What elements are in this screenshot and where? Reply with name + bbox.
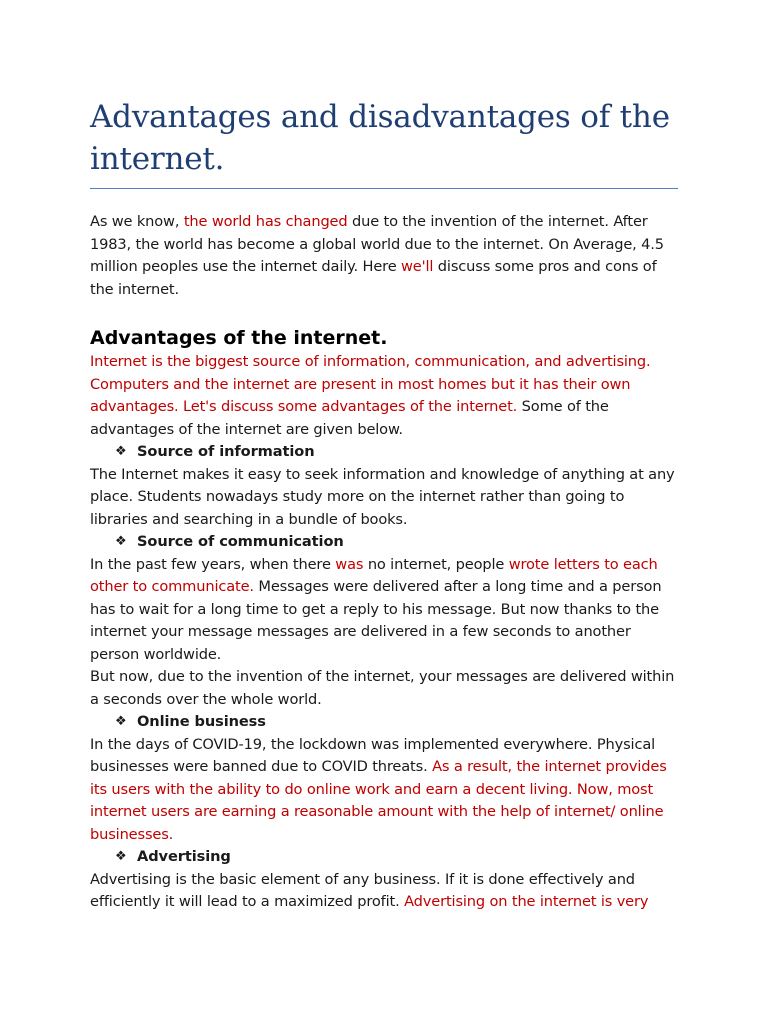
section-body-advertising (90, 869, 680, 914)
advantages-intro-text: Some of the advantages of the internet are given below. (90, 398, 609, 438)
diamond-bullet-icon: ❖ (115, 849, 127, 864)
comm-text-3: Messages were delivered after a long time and a person has to wait for a long time to get a reply to his message. But now thanks to the internet your message messages are delivered in a few seconds to another person worldwide. (90, 578, 662, 663)
section-heading-label: Advertising (137, 848, 231, 865)
section-heading-label: Source of communication (137, 533, 344, 550)
comm-highlight-1: was (335, 555, 364, 573)
advantages-heading: Advantages of the internet. (90, 327, 388, 349)
business-highlight-1: As a result, the internet provides its users with the ability to do online work and earn a decent living. Now, most internet users are earning a reasonable amount with the help of internet/ online businesses. (90, 758, 667, 843)
section-body-communication (90, 554, 680, 667)
diamond-bullet-icon: ❖ (115, 534, 127, 549)
intro-text-3: discuss some pros and cons of the internet. (90, 258, 657, 298)
intro-highlight-1: the world has changed (183, 213, 348, 230)
section-heading-label: Online business (137, 713, 266, 730)
section-heading-information (90, 441, 680, 464)
diamond-bullet-icon: ❖ (115, 714, 127, 729)
comm-text-1: In the past few years, when there (90, 555, 336, 573)
advertising-highlight-1: Advertising on the internet is very (404, 893, 649, 910)
intro-text-2: due to the invention of the internet. After 1983, the world has become a global world due to the internet. On Average, 4.5 million peoples use the internet daily. Here (90, 213, 664, 275)
section-body-information: The Internet makes it easy to seek information and knowledge of anything at any place. Students nowadays study more on the internet rather than going to libraries and searching in a bundle of books. (90, 465, 675, 528)
section-heading-label: Source of information (137, 443, 315, 460)
section-heading-communication (90, 531, 680, 554)
diamond-bullet-icon: ❖ (115, 444, 127, 459)
intro-paragraph (90, 211, 680, 301)
page-title: Advantages and disadvantages of the internet. (90, 99, 670, 177)
section-body-communication-2: But now, due to the invention of the internet, your messages are delivered within a seconds over the whole world. (90, 668, 675, 708)
intro-highlight-2: we'll (401, 258, 434, 275)
title-underline-rule (90, 188, 678, 189)
section-heading-advertising (90, 846, 680, 869)
business-text-1: In the days of COVID-19, the lockdown was implemented everywhere. Physical businesses were banned due to COVID threats. (90, 735, 656, 775)
section-body-online-business (90, 734, 680, 847)
comm-text-2: no internet, people (363, 555, 509, 573)
advantages-intro-paragraph (90, 351, 680, 441)
intro-text-1: As we know, (90, 213, 184, 230)
advantages-intro-highlight: Internet is the biggest source of information, communication, and advertising. Computers and the internet are present in most homes but it has their own advantages. Let's discuss some advantages of the internet. (90, 353, 651, 415)
section-heading-online-business (90, 711, 680, 734)
advertising-text-1: Advertising is the basic element of any business. If it is done effectively and efficiently it will lead to a maximized profit. (90, 870, 635, 910)
comm-highlight-2: wrote letters to each other to communicate. (90, 555, 658, 595)
